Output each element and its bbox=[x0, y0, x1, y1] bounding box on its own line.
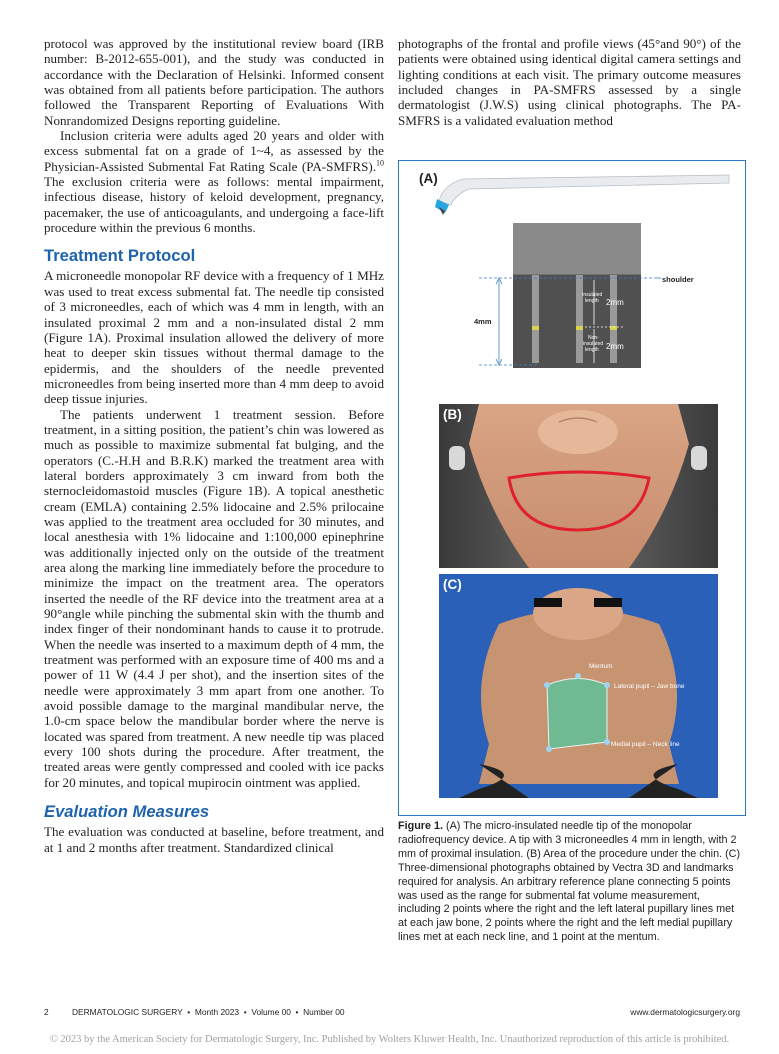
paragraph: protocol was approved by the institutional review board (IRB number: B-2012-655-001), and the study was conducted in accordance with the Declaration of Helsinki. Informed consent was obtained from all patients before participation. The authors followed the Transparent Reporting of Evaluations With Nonrandomized Designs reporting guideline. bbox=[44, 36, 384, 128]
text-run: Inclusion criteria were adults aged 20 years and older with excess submental fat on a grade of 1~4, as assessed by the Physician-Assisted Submental Fat Rating Scale (PA-SMFRS). bbox=[44, 128, 384, 174]
figure-panel-a bbox=[399, 161, 745, 397]
label-non: Non- bbox=[588, 335, 599, 341]
figure-1 bbox=[398, 160, 746, 816]
figure-panel-b bbox=[439, 404, 718, 568]
landmark-point bbox=[546, 746, 552, 752]
copyright-notice: © 2023 by the American Society for Dermatologic Surgery, Inc. Published by Wolters Kluwer Health, Inc. Unauthorized reproduction of this article is prohibited. bbox=[49, 1034, 730, 1045]
rf-device-handpiece-image bbox=[435, 175, 729, 215]
label-2mm-noninsulated: 2mm bbox=[606, 342, 624, 351]
paragraph: A microneedle monopolar RF device with a frequency of 1 MHz was used to treat excess submental fat. The needle tip consisted of 3 microneedles, each of which was 4 mm in length, with an insulated proximal 2 mm and a non-insulated distal 2 mm (Figure 1A). Proximal insulation allowed the delivery of more heat to deeper skin tissues without thermal damage to the epidermis, and the shoulders of the needle prevented microneedles from being inserted more than 4 mm deep to avoid deep tissue injuries. bbox=[44, 268, 384, 407]
section-heading-treatment-protocol: Treatment Protocol bbox=[44, 246, 196, 266]
landmark-point bbox=[544, 682, 550, 688]
needle-tip-illustration bbox=[399, 161, 745, 397]
label-length-2: length bbox=[585, 347, 599, 353]
label-length: length bbox=[585, 298, 599, 304]
label-medial-pupil-neck-line: Medial pupil – Neck line bbox=[611, 741, 680, 748]
caption-text: (A) The micro-insulated needle tip of the monopolar radiofrequency device. A tip with 3 microneedles 4 mm in length, with 2 mm of proximal insulation. (B) Area of the procedure under the chin. (C) Three-dimensional photographs obtained by Vectra 3D and landmarks required for analysis. An arbitrary reference plane connecting 5 points was used as the range for submental fat volume measurement, including 2 points where the right and the left lateral pupillary lines met at each jaw bone, 2 points where the right and the left medial pupillary lines met at each neck line, and 1 point at the mentum. bbox=[398, 820, 741, 944]
paragraph-inclusion-criteria bbox=[44, 128, 384, 235]
label-insulated: Insulated bbox=[582, 292, 603, 298]
figure-caption bbox=[398, 820, 742, 945]
paragraph: The evaluation was conducted at baseline, before treatment, and at 1 and 2 months after treatment. Standardized clinical bbox=[44, 824, 384, 855]
page-number: 2 bbox=[44, 1007, 49, 1017]
right-column bbox=[398, 36, 741, 128]
panel-label-b: (B) bbox=[443, 407, 462, 422]
figure-panel-c bbox=[439, 574, 718, 798]
section-heading-evaluation-measures: Evaluation Measures bbox=[44, 802, 210, 822]
paragraph: The patients underwent 1 treatment session. Before treatment, in a sitting position, the patient’s chin was lowered as much as possible to maximize submental fat bulging, and the operators (C.-H.H and B.R.K) marked the treatment area with lateral borders approximately 3 cm inward from both the sternocleidomastoid muscles (Figure 1B). A topical anesthetic cream (EMLA) containing 2.5% lidocaine and 2.5% prilocaine was applied to the treatment area occluded for 30 minutes, and local anesthesia with 1% lidocaine and 1:100,000 epinephrine was additionally injected only on the outside of the treatment area along the marking line immediately before the procedure to minimize the impact on the treatment area. The operators inserted the needle of the RF device into the treatment area at a 90°angle while pinching the submental skin with the thumb and index finger of their nondominant hands to cause it to protrude. When the needle was inserted to a maximum depth of 4 mm, the treatment was performed with an exposure time of 400 ms and a power of 11 W (4.4 J per shot), and the insertion sites of the needle were approximately 3 mm apart from one another. To avoid possible damage to the marginal mandibular nerve, the 1.0-cm space below the mandibular border where the nerve is located was spared from treatment. A new needle tip was placed every 100 shots during the procedure. After treatment, the treated areas were gently compressed and cooled with ice packs for 20 minutes, and topical mupirocin ointment was applied. bbox=[44, 406, 384, 790]
landmark-point bbox=[575, 673, 581, 679]
label-mentum: Mentum bbox=[589, 663, 613, 670]
label-4mm: 4mm bbox=[474, 317, 492, 326]
paragraph: photographs of the frontal and profile views (45°and 90°) of the patients were obtained using identical digital camera settings and lighting conditions at each visit. The primary outcome measures included changes in PA-SMFRS assessed by a single dermatologist (J.W.S) using clinical photographs. The PA-SMFRS is a validated evaluation method bbox=[398, 36, 741, 128]
panel-label-c: (C) bbox=[443, 577, 462, 592]
landmark-point bbox=[604, 739, 610, 745]
journal-website: www.dermatologicsurgery.org bbox=[630, 1007, 740, 1017]
label-lateral-pupil-jaw-bone: Lateral pupil – Jaw bone bbox=[614, 683, 685, 690]
journal-info: DERMATOLOGIC SURGERY • Month 2023 • Volume 00 • Number 00 bbox=[72, 1007, 345, 1017]
left-column bbox=[44, 36, 384, 855]
3d-photo-landmarks bbox=[439, 574, 718, 798]
label-2mm-insulated: 2mm bbox=[606, 298, 624, 307]
text-run: The exclusion criteria were as follows: mental impairment, infectious disease, history of keloid development, pregnancy, pacemaker, the use of anticoagulants, and undergoing a face-lift procedure within the previous 6 months. bbox=[44, 174, 384, 236]
label-shoulder: shoulder bbox=[662, 275, 694, 284]
reference-superscript: 10 bbox=[376, 158, 384, 168]
caption-title: Figure 1. bbox=[398, 820, 443, 832]
reference-plane bbox=[547, 679, 607, 750]
label-insulated-2: insulated bbox=[583, 341, 604, 347]
landmark-point bbox=[604, 682, 610, 688]
submental-area-photo bbox=[439, 404, 718, 568]
panel-label-a: (A) bbox=[419, 171, 438, 186]
